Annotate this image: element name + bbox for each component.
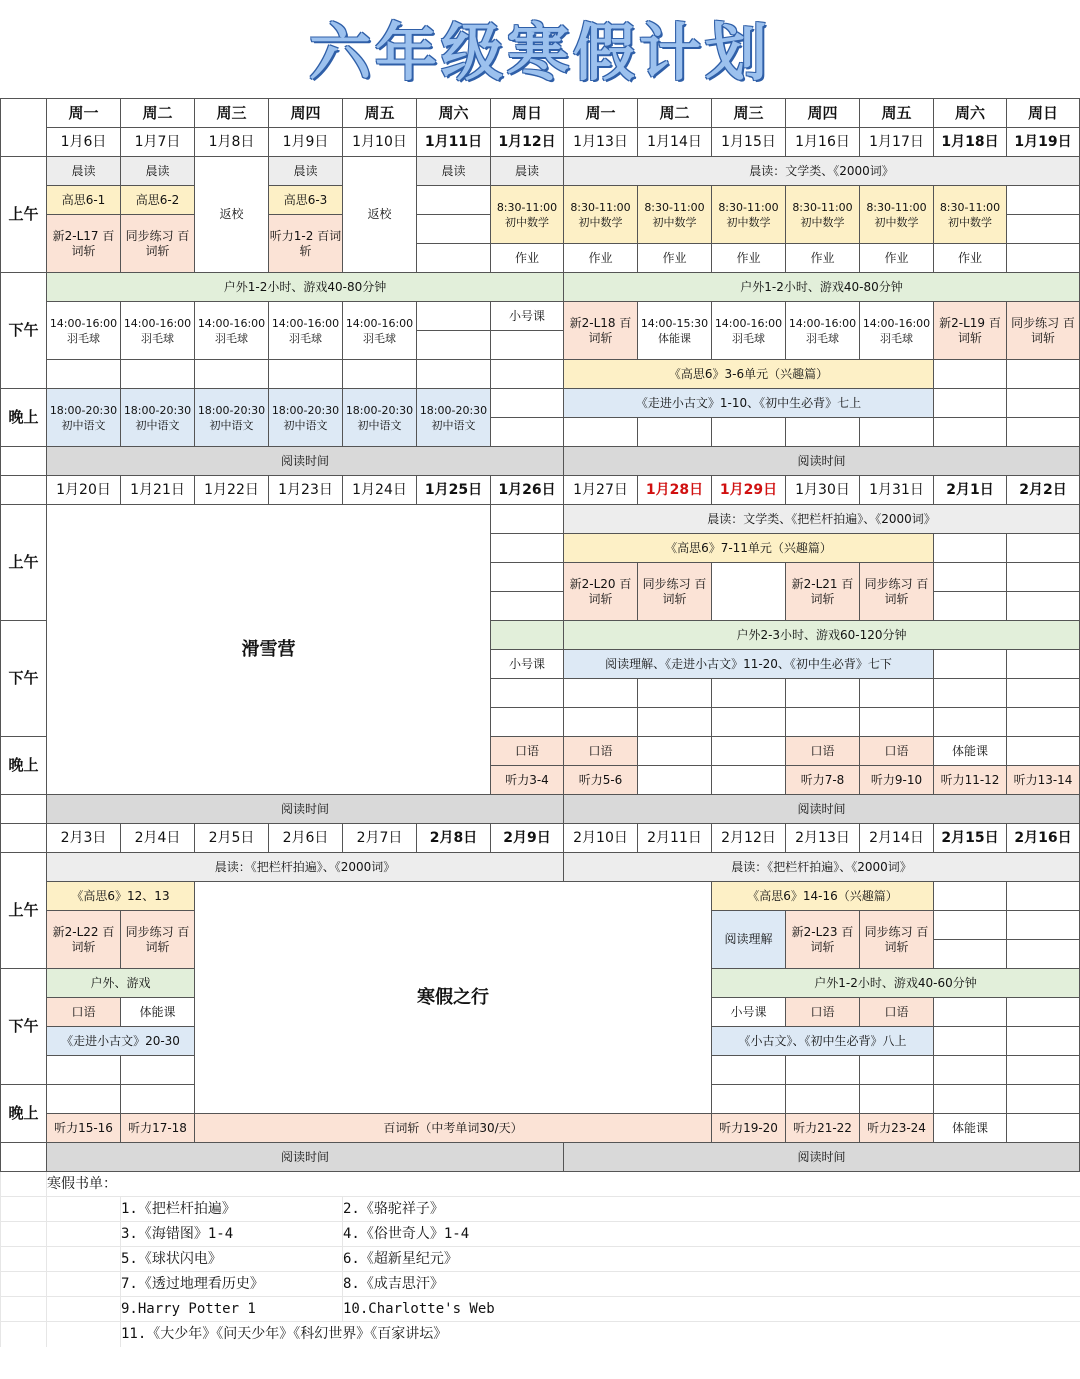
homework-cell: 作业 [860, 244, 934, 273]
reading-comp-cell: 阅读理解 [712, 911, 786, 969]
outdoor-cell: 户外1-2小时、游戏40-80分钟 [564, 273, 1080, 302]
date-cell-holiday: 1月28日 [638, 476, 712, 505]
empty-cell [934, 1085, 1007, 1114]
morning-read: 晨读 [121, 157, 195, 186]
book-item: 3.《海错图》1-4 [121, 1222, 343, 1247]
empty-cell [1007, 882, 1080, 911]
date-row [1, 476, 1080, 505]
vocab-cell: 新2-L19 百词斩 [934, 302, 1007, 360]
date-cell: 1月8日 [195, 128, 269, 157]
date-cell: 2月14日 [860, 824, 934, 853]
weekday: 周五 [343, 99, 417, 128]
date-cell: 1月27日 [564, 476, 638, 505]
empty-cell [860, 1056, 934, 1085]
gaosi-cell: 高思6-3 [269, 186, 343, 215]
weekday: 周二 [121, 99, 195, 128]
date-cell: 2月3日 [47, 824, 121, 853]
outdoor-cell [491, 621, 564, 650]
chinese-cell: 18:00-20:30 初中语文 [417, 389, 491, 447]
corner-cell [1, 99, 47, 157]
date-cell: 2月5日 [195, 824, 269, 853]
empty-cell [786, 1056, 860, 1085]
date-cell: 2月8日 [417, 824, 491, 853]
vocab-cell: 同步练习 百词斩 [121, 911, 195, 969]
date-cell: 1月7日 [121, 128, 195, 157]
date-cell: 1月15日 [712, 128, 786, 157]
weekday: 周四 [269, 99, 343, 128]
morning-read-long: 晨读：文学类、《2000词》 [564, 157, 1080, 186]
morning-read: 晨读 [269, 157, 343, 186]
ski-camp-block: 滑雪营 [47, 505, 491, 795]
date-cell: 1月30日 [786, 476, 860, 505]
gaosi-unit-cell: 《高思6》7-11单元（兴趣篇） [564, 534, 934, 563]
vocab-cell: 新2-L17 百词斩 [47, 215, 121, 273]
listening-cell: 听力3-4 [491, 766, 564, 795]
empty-cell [491, 679, 564, 708]
empty-cell [712, 1056, 786, 1085]
date-cell: 1月16日 [786, 128, 860, 157]
morning-read-long: 晨读：文学类、《把栏杆拍遍》、《2000词》 [564, 505, 1080, 534]
date-row [1, 128, 1080, 157]
empty-cell [1007, 911, 1080, 940]
empty-cell [934, 679, 1007, 708]
empty-cell [417, 215, 491, 244]
math-cell: 8:30-11:00 初中数学 [712, 186, 786, 244]
weekday: 周日 [1007, 99, 1080, 128]
empty-cell [860, 418, 934, 447]
book-item: 10.Charlotte's Web [343, 1297, 1080, 1322]
date-cell: 1月13日 [564, 128, 638, 157]
guwen-cell: 阅读理解、《走进小古文》11-20、《初中生必背》七下 [564, 650, 934, 679]
empty-cell [934, 940, 1007, 969]
vocab-cell: 新2-L18 百词斩 [564, 302, 638, 360]
empty-cell [1007, 1114, 1080, 1143]
badminton-cell: 14:00-16:00 羽毛球 [343, 302, 417, 360]
reading-time-cell: 阅读时间 [47, 447, 564, 476]
empty-cell [417, 331, 491, 360]
empty-cell [121, 1085, 195, 1114]
gaosi-unit-cell: 《高思6》12、13 [47, 882, 195, 911]
date-cell: 1月18日 [934, 128, 1007, 157]
chinese-cell: 18:00-20:30 初中语文 [269, 389, 343, 447]
date-cell: 1月14日 [638, 128, 712, 157]
empty-cell [564, 679, 638, 708]
homework-cell: 作业 [934, 244, 1007, 273]
book-item: 5.《球状闪电》 [121, 1247, 343, 1272]
badminton-cell: 14:00-16:00 羽毛球 [786, 302, 860, 360]
date-cell: 1月11日 [417, 128, 491, 157]
oral-cell: 口语 [491, 737, 564, 766]
small-class-cell: 小号课 [712, 998, 786, 1027]
listening-cell: 听力17-18 [121, 1114, 195, 1143]
reading-time-cell: 阅读时间 [47, 1143, 564, 1172]
empty-cell [47, 1056, 121, 1085]
oral-cell: 口语 [860, 998, 934, 1027]
listening-cell: 听力21-22 [786, 1114, 860, 1143]
date-row [1, 824, 1080, 853]
reading-time-cell: 阅读时间 [47, 795, 564, 824]
side-blank [1, 795, 47, 824]
period-label-eve: 晚上 [1, 1085, 47, 1143]
date-cell: 1月26日 [491, 476, 564, 505]
date-cell: 1月9日 [269, 128, 343, 157]
booklist-title: 寒假书单： [47, 1172, 1080, 1197]
date-cell: 2月16日 [1007, 824, 1080, 853]
empty-cell [564, 418, 638, 447]
page-title: 六年级寒假计划 [308, 16, 771, 89]
period-label-pm: 下午 [1, 969, 47, 1085]
empty-cell [491, 418, 564, 447]
morning-read-long: 晨读：《把栏杆拍遍》、《2000词》 [47, 853, 564, 882]
date-cell: 2月15日 [934, 824, 1007, 853]
empty-cell [934, 882, 1007, 911]
listening-cell: 听力1-2 百词斩 [269, 215, 343, 273]
empty-cell [491, 592, 564, 621]
empty-cell [934, 418, 1007, 447]
date-cell: 1月24日 [343, 476, 417, 505]
period-label-am: 上午 [1, 157, 47, 273]
empty-cell [491, 331, 564, 360]
listening-cell: 听力5-6 [564, 766, 638, 795]
badminton-cell: 14:00-16:00 羽毛球 [269, 302, 343, 360]
period-label-eve: 晚上 [1, 737, 47, 795]
date-cell: 2月10日 [564, 824, 638, 853]
empty-cell [491, 534, 564, 563]
empty-cell [712, 766, 786, 795]
listening-cell: 听力19-20 [712, 1114, 786, 1143]
vocab-cell: 同步练习 百词斩 [860, 911, 934, 969]
baici-cell: 百词斩（中考单词30/天） [195, 1114, 712, 1143]
guwen-cell: 《小古文》、《初中生必背》八上 [712, 1027, 934, 1056]
empty-cell [638, 418, 712, 447]
period-label-am: 上午 [1, 505, 47, 621]
empty-cell [638, 737, 712, 766]
oral-cell: 口语 [786, 737, 860, 766]
math-cell: 8:30-11:00 初中数学 [564, 186, 638, 244]
oral-cell: 口语 [564, 737, 638, 766]
math-cell: 8:30-11:00 初中数学 [934, 186, 1007, 244]
book-item: 1.《把栏杆拍遍》 [121, 1197, 343, 1222]
empty-cell [786, 679, 860, 708]
side-blank [1, 824, 47, 853]
side-blank [1, 447, 47, 476]
reading-time-cell: 阅读时间 [564, 1143, 1080, 1172]
gaosi-unit-cell: 《高思6》14-16（兴趣篇） [712, 882, 934, 911]
listening-cell: 听力15-16 [47, 1114, 121, 1143]
empty-cell [934, 563, 1007, 592]
empty-cell [786, 708, 860, 737]
date-cell: 2月6日 [269, 824, 343, 853]
empty-cell [934, 911, 1007, 940]
empty-cell [564, 708, 638, 737]
empty-cell [860, 1085, 934, 1114]
badminton-cell: 14:00-16:00 羽毛球 [195, 302, 269, 360]
date-cell: 2月13日 [786, 824, 860, 853]
chinese-cell: 18:00-20:30 初中语文 [195, 389, 269, 447]
weekday: 周一 [47, 99, 121, 128]
morning-read: 晨读 [491, 157, 564, 186]
empty-cell [491, 389, 564, 418]
date-cell: 1月12日 [491, 128, 564, 157]
badminton-cell: 14:00-16:00 羽毛球 [121, 302, 195, 360]
book-item: 4.《俗世奇人》1-4 [343, 1222, 1080, 1247]
math-cell: 8:30-11:00 初中数学 [860, 186, 934, 244]
vocab-cell: 新2-L20 百词斩 [564, 563, 638, 621]
return-school: 返校 [343, 157, 417, 273]
weekday: 周一 [564, 99, 638, 128]
date-cell: 1月20日 [47, 476, 121, 505]
empty-cell [491, 505, 564, 534]
empty-cell [1007, 186, 1080, 215]
empty-cell [934, 1027, 1007, 1056]
vocab-cell: 新2-L21 百词斩 [786, 563, 860, 621]
outdoor-cell: 户外、游戏 [47, 969, 195, 998]
date-cell: 2月4日 [121, 824, 195, 853]
empty-cell [417, 244, 491, 273]
empty-cell [121, 1056, 195, 1085]
weekday: 周二 [638, 99, 712, 128]
homework-cell: 作业 [638, 244, 712, 273]
weekday-row [1, 99, 1080, 128]
empty-cell [860, 679, 934, 708]
book-item: 2.《骆驼祥子》 [343, 1197, 1080, 1222]
weekday: 周四 [786, 99, 860, 128]
badminton-cell: 14:00-16:00 羽毛球 [712, 302, 786, 360]
empty-cell [491, 360, 564, 389]
chinese-cell: 18:00-20:30 初中语文 [121, 389, 195, 447]
oral-cell: 口语 [47, 998, 121, 1027]
winter-trip-block: 寒假之行 [195, 882, 712, 1114]
period-label-pm: 下午 [1, 273, 47, 389]
oral-cell: 口语 [860, 737, 934, 766]
vocab-cell: 新2-L22 百词斩 [47, 911, 121, 969]
guwen-cell: 《走进小古文》1-10、《初中生必背》七上 [564, 389, 934, 418]
side-blank [1, 1143, 47, 1172]
empty-cell [1007, 1056, 1080, 1085]
date-cell: 1月10日 [343, 128, 417, 157]
empty-cell [638, 679, 712, 708]
homework-cell: 作业 [786, 244, 860, 273]
date-cell: 2月2日 [1007, 476, 1080, 505]
empty-cell [1007, 244, 1080, 273]
empty-cell [417, 360, 491, 389]
date-cell: 2月9日 [491, 824, 564, 853]
outdoor-cell: 户外1-2小时、游戏40-60分钟 [712, 969, 1080, 998]
book-item: 9.Harry Potter 1 [121, 1297, 343, 1322]
empty-cell [1007, 534, 1080, 563]
oral-cell: 口语 [786, 998, 860, 1027]
homework-cell: 作业 [491, 244, 564, 273]
empty-cell [1007, 563, 1080, 592]
guwen-cell: 《走进小古文》20-30 [47, 1027, 195, 1056]
fitness-cell: 体能课 [934, 737, 1007, 766]
vocab-cell: 同步练习 百词斩 [638, 563, 712, 621]
weekday: 周六 [417, 99, 491, 128]
date-cell-holiday: 1月29日 [712, 476, 786, 505]
outdoor-cell: 户外1-2小时、游戏40-80分钟 [47, 273, 564, 302]
empty-cell [934, 534, 1007, 563]
fitness-cell: 14:00-15:30 体能课 [638, 302, 712, 360]
outdoor-cell: 户外2-3小时、游戏60-120分钟 [564, 621, 1080, 650]
date-cell: 1月21日 [121, 476, 195, 505]
fitness-cell: 体能课 [121, 998, 195, 1027]
book-item: 11.《大少年》《问天少年》《科幻世界》《百家讲坛》 [121, 1322, 1080, 1347]
chinese-cell: 18:00-20:30 初中语文 [47, 389, 121, 447]
empty-cell [1007, 1085, 1080, 1114]
weekday: 周五 [860, 99, 934, 128]
vocab-cell: 同步练习 百词斩 [121, 215, 195, 273]
empty-cell [638, 708, 712, 737]
morning-read-long: 晨读：《把栏杆拍遍》、《2000词》 [564, 853, 1080, 882]
date-cell: 1月19日 [1007, 128, 1080, 157]
return-school: 返校 [195, 157, 269, 273]
chinese-cell: 18:00-20:30 初中语文 [343, 389, 417, 447]
book-item: 6.《超新星纪元》 [343, 1247, 1080, 1272]
empty-cell [1007, 592, 1080, 621]
empty-cell [1007, 360, 1080, 389]
empty-cell [1007, 737, 1080, 766]
vocab-cell: 新2-L23 百词斩 [786, 911, 860, 969]
vocab-cell: 同步练习 百词斩 [860, 563, 934, 621]
empty-cell [934, 650, 1007, 679]
reading-time-cell: 阅读时间 [564, 447, 1080, 476]
morning-read: 晨读 [417, 157, 491, 186]
vocab-cell: 同步练习 百词斩 [1007, 302, 1080, 360]
period-label-am: 上午 [1, 853, 47, 969]
empty-cell [712, 1085, 786, 1114]
empty-cell [712, 737, 786, 766]
weekday: 周六 [934, 99, 1007, 128]
empty-cell [1007, 679, 1080, 708]
badminton-cell: 14:00-16:00 羽毛球 [47, 302, 121, 360]
book-item: 8.《成吉思汗》 [343, 1272, 1080, 1297]
listening-cell: 听力7-8 [786, 766, 860, 795]
empty-cell [638, 766, 712, 795]
morning-read: 晨读 [47, 157, 121, 186]
empty-cell [491, 708, 564, 737]
fitness-cell: 体能课 [934, 1114, 1007, 1143]
date-cell: 2月12日 [712, 824, 786, 853]
period-label-eve: 晚上 [1, 389, 47, 447]
empty-cell [343, 360, 417, 389]
empty-cell [1007, 998, 1080, 1027]
date-cell: 1月31日 [860, 476, 934, 505]
empty-cell [786, 418, 860, 447]
empty-cell [195, 360, 269, 389]
date-cell: 2月11日 [638, 824, 712, 853]
homework-cell: 作业 [712, 244, 786, 273]
listening-cell: 听力13-14 [1007, 766, 1080, 795]
badminton-cell: 14:00-16:00 羽毛球 [860, 302, 934, 360]
gaosi-cell: 高思6-1 [47, 186, 121, 215]
gaosi-cell: 高思6-2 [121, 186, 195, 215]
date-cell: 1月6日 [47, 128, 121, 157]
homework-cell: 作业 [564, 244, 638, 273]
empty-cell [1007, 418, 1080, 447]
listening-cell: 听力23-24 [860, 1114, 934, 1143]
empty-cell [934, 998, 1007, 1027]
empty-cell [491, 563, 564, 592]
empty-cell [934, 1056, 1007, 1085]
empty-cell [934, 389, 1007, 418]
empty-cell [47, 360, 121, 389]
date-cell: 2月7日 [343, 824, 417, 853]
empty-cell [1007, 389, 1080, 418]
empty-cell [1007, 650, 1080, 679]
listening-cell: 听力11-12 [934, 766, 1007, 795]
empty-cell [121, 360, 195, 389]
date-cell: 1月23日 [269, 476, 343, 505]
weekday: 周三 [712, 99, 786, 128]
weekday: 周日 [491, 99, 564, 128]
math-cell: 8:30-11:00 初中数学 [786, 186, 860, 244]
empty-cell [712, 679, 786, 708]
date-cell: 1月25日 [417, 476, 491, 505]
empty-cell [786, 1085, 860, 1114]
empty-cell [417, 186, 491, 215]
date-cell: 2月1日 [934, 476, 1007, 505]
empty-cell [712, 418, 786, 447]
schedule-table [0, 98, 1080, 1347]
empty-cell [934, 360, 1007, 389]
gaosi-unit-cell: 《高思6》3-6单元（兴趣篇） [564, 360, 934, 389]
empty-cell [269, 360, 343, 389]
listening-cell: 听力9-10 [860, 766, 934, 795]
empty-cell [1007, 940, 1080, 969]
small-class-cell: 小号课 [491, 302, 564, 331]
empty-cell [934, 708, 1007, 737]
date-cell: 1月22日 [195, 476, 269, 505]
empty-cell [1007, 215, 1080, 244]
empty-cell [712, 708, 786, 737]
empty-cell [1007, 1027, 1080, 1056]
small-class-cell: 小号课 [491, 650, 564, 679]
empty-cell [712, 563, 786, 621]
math-cell: 8:30-11:00 初中数学 [638, 186, 712, 244]
date-cell: 1月17日 [860, 128, 934, 157]
book-item: 7.《透过地理看历史》 [121, 1272, 343, 1297]
empty-cell [47, 1085, 121, 1114]
empty-cell [860, 708, 934, 737]
weekday: 周三 [195, 99, 269, 128]
period-label-pm: 下午 [1, 621, 47, 737]
math-cell: 8:30-11:00 初中数学 [491, 186, 564, 244]
empty-cell [1007, 708, 1080, 737]
empty-cell [934, 592, 1007, 621]
reading-time-cell: 阅读时间 [564, 795, 1080, 824]
empty-cell [417, 302, 491, 331]
side-blank [1, 476, 47, 505]
